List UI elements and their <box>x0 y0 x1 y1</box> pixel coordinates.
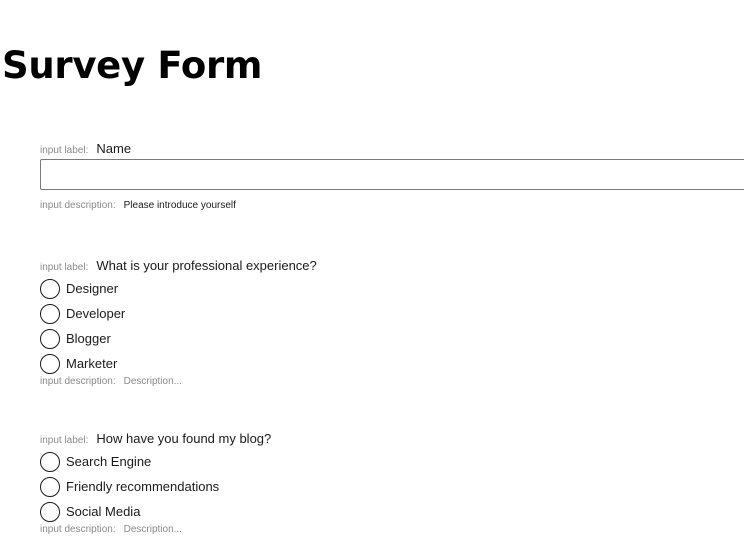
experience-description: Description... <box>123 376 182 387</box>
radio-option-label: Developer <box>66 306 126 321</box>
experience-label-prefix: input label: <box>40 262 89 273</box>
discovery-description-prefix: input description: <box>40 524 116 535</box>
radio-option-label: Search Engine <box>66 454 152 469</box>
name-description-prefix: input description: <box>40 200 116 211</box>
radio-option-blogger[interactable] <box>40 326 317 351</box>
radio-button[interactable] <box>40 452 60 472</box>
name-label-row <box>40 141 744 159</box>
radio-option-friendly-recommendations[interactable] <box>40 474 271 499</box>
radio-option-label: Designer <box>66 281 119 296</box>
name-label-prefix: input label: <box>40 145 89 156</box>
discovery-options <box>40 449 271 524</box>
radio-option-social-media[interactable] <box>40 499 271 524</box>
radio-option-search-engine[interactable] <box>40 449 271 474</box>
experience-field-group <box>40 258 317 392</box>
discovery-label-prefix: input label: <box>40 435 89 446</box>
radio-option-developer[interactable] <box>40 301 317 326</box>
radio-option-marketer[interactable] <box>40 351 317 376</box>
name-description-row <box>40 200 744 216</box>
radio-button[interactable] <box>40 477 60 497</box>
discovery-description: Description... <box>123 524 182 535</box>
name-field-group <box>40 141 744 216</box>
radio-button[interactable] <box>40 304 60 324</box>
experience-description-row <box>40 376 317 392</box>
radio-button[interactable] <box>40 279 60 299</box>
name-input[interactable] <box>40 159 744 190</box>
discovery-description-row <box>40 524 271 540</box>
radio-button[interactable] <box>40 329 60 349</box>
experience-label-row <box>40 258 317 276</box>
radio-button[interactable] <box>40 354 60 374</box>
radio-option-label: Blogger <box>66 331 111 346</box>
experience-label: What is your professional experience? <box>96 258 317 273</box>
radio-button[interactable] <box>40 502 60 522</box>
radio-option-label: Friendly recommendations <box>66 479 220 494</box>
name-description: Please introduce yourself <box>123 200 236 211</box>
discovery-label: How have you found my blog? <box>96 431 272 446</box>
radio-option-label: Marketer <box>66 356 118 371</box>
experience-options <box>40 276 317 376</box>
radio-option-label: Social Media <box>66 504 141 519</box>
discovery-field-group <box>40 431 271 540</box>
experience-description-prefix: input description: <box>40 376 116 387</box>
name-label: Name <box>96 141 132 156</box>
page-title: Survey Form <box>2 44 263 87</box>
discovery-label-row <box>40 431 271 449</box>
radio-option-designer[interactable] <box>40 276 317 301</box>
